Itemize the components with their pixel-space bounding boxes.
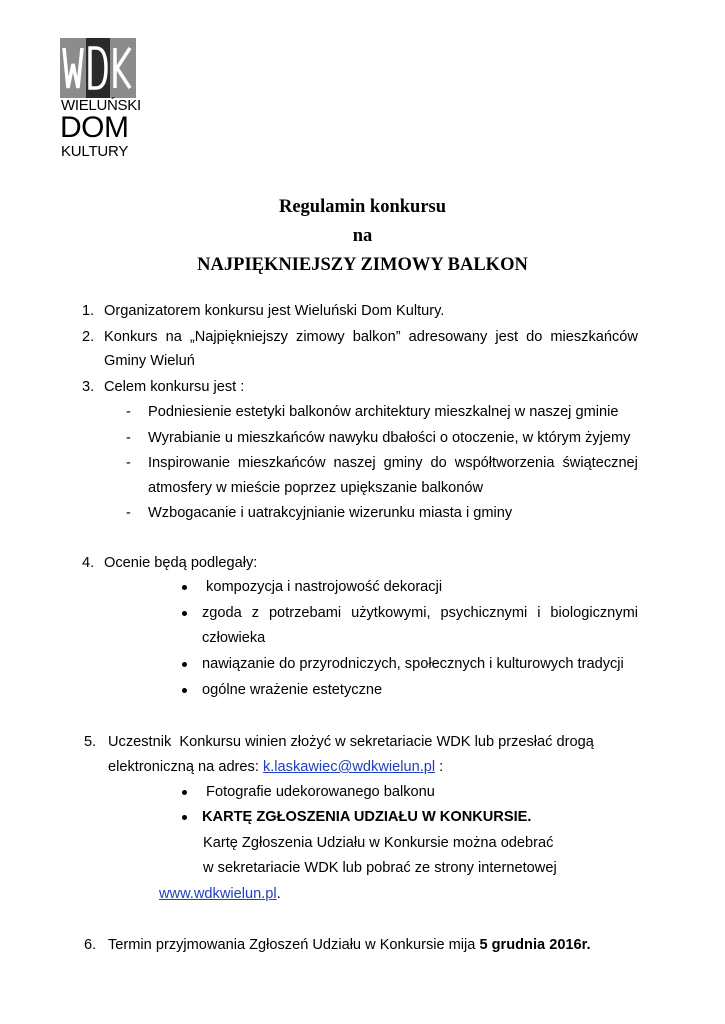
item-3-sub-4-dash: - xyxy=(126,505,131,521)
item-3-sub-2-text: Wyrabianie u mieszkańców nawyku dbałości o otoczenie, w którym żyjemy xyxy=(148,430,631,446)
item-2-word: adresowany xyxy=(408,329,488,345)
item-3-sub-3-word: współtworzenia xyxy=(454,455,555,471)
item-4-bullet-2-word: zgoda xyxy=(202,605,242,621)
item-2-word: do xyxy=(526,329,543,345)
bullet-icon xyxy=(182,815,187,820)
item-5-text-line1: Uczestnik Konkursu winien złożyć w sekretariacie WDK lub przesłać drogą xyxy=(108,734,594,750)
logo-letters-graphic xyxy=(60,44,136,92)
item-5-note-line3 xyxy=(159,885,281,903)
item-3-text: Celem konkursu jest : xyxy=(104,379,245,395)
item-3-sub-3-word: do xyxy=(430,455,447,471)
bullet-icon xyxy=(182,790,187,795)
item-4-bullet-2-justified-line xyxy=(202,604,638,622)
item-5-colon: : xyxy=(435,759,444,775)
item-5-site-period: . xyxy=(276,886,281,902)
item-2-word: mieszkańców xyxy=(550,329,638,345)
item-3-sub-3-word: mieszkańców xyxy=(237,455,326,471)
item-4-bullet-2-word: użytkowymi, xyxy=(351,605,431,621)
item-3-number: 3. xyxy=(82,379,95,395)
bullet-icon xyxy=(182,688,187,693)
item-2-number: 2. xyxy=(82,329,95,345)
item-2-justified-line xyxy=(104,328,638,346)
item-2-word: zimowy xyxy=(296,329,345,345)
title-line-2: na xyxy=(352,226,373,246)
item-5-text-line2 xyxy=(108,758,443,776)
item-4-bullet-2-text-line1 xyxy=(202,604,638,622)
item-5-number: 5. xyxy=(84,734,97,750)
logo-text-line3: KULTURY xyxy=(61,143,129,160)
item-6-body: Termin przyjmowania Zgłoszeń Udziału w Konkursie mija xyxy=(108,937,480,953)
item-5-address-label: elektroniczną na adres: xyxy=(108,759,263,775)
item-2-word: jest xyxy=(495,329,519,345)
email-link[interactable]: k.laskawiec@wdkwielun.pl xyxy=(262,759,436,775)
item-3-sub-2-dash: - xyxy=(126,430,131,446)
title-line-3: NAJPIĘKNIEJSZY ZIMOWY BALKON xyxy=(197,255,528,275)
item-4-bullet-2-word: z xyxy=(251,605,259,621)
item-6-deadline: 5 grudnia 2016r. xyxy=(479,937,591,953)
item-4-bullet-3-text: nawiązanie do przyrodniczych, społecznych i kulturowych tradycji xyxy=(202,656,624,672)
item-3-sub-3-justified-line xyxy=(148,454,638,472)
item-4-bullet-4-text: ogólne wrażenie estetyczne xyxy=(202,682,383,698)
wdk-logo xyxy=(60,38,140,168)
item-2-text-line2: Gminy Wieluń xyxy=(104,353,195,369)
item-6-number: 6. xyxy=(84,937,97,953)
item-3-sub-3-dash: - xyxy=(126,455,131,471)
item-2-word: balkon” xyxy=(352,329,401,345)
bullet-icon xyxy=(182,611,187,616)
bullet-icon xyxy=(182,585,187,590)
item-3-sub-1-dash: - xyxy=(126,404,131,420)
title-line-1: Regulamin konkursu xyxy=(278,197,447,217)
item-5-bullet-2-text: KARTĘ ZGŁOSZENIA UDZIAŁU W KONKURSIE. xyxy=(202,809,532,825)
item-4-number: 4. xyxy=(82,555,95,571)
item-3-sub-3-text-line1 xyxy=(148,454,638,472)
item-1-number: 1. xyxy=(82,303,95,319)
item-3-sub-3-word: gminy xyxy=(383,455,423,471)
item-4-bullet-2-text-line2: człowieka xyxy=(202,630,266,646)
item-5-bullet-1-text: Fotografie udekorowanego balkonu xyxy=(202,784,435,800)
item-3-sub-1-text: Podniesienie estetyki balkonów architektury mieszkalnej w naszej gminie xyxy=(148,404,619,420)
item-2-word: „Najpiękniejszy xyxy=(189,329,288,345)
logo-text-line1: WIELUŃSKI xyxy=(61,97,141,114)
item-3-sub-4-text: Wzbogacanie i uatrakcyjnianie wizerunku miasta i gminy xyxy=(148,505,513,521)
item-4-bullet-2-word: potrzebami xyxy=(268,605,342,621)
item-5-note-line2: w sekretariacie WDK lub pobrać ze strony internetowej xyxy=(199,860,557,876)
bullet-icon xyxy=(182,662,187,667)
item-2-word: Konkurs xyxy=(104,329,158,345)
item-4-bullet-2-word: i xyxy=(537,605,541,621)
item-3-sub-3-word: świątecznej xyxy=(562,455,638,471)
item-3-sub-3-word: Inspirowanie xyxy=(148,455,230,471)
item-4-text: Ocenie będą podlegały: xyxy=(104,555,258,571)
item-2-word: na xyxy=(165,329,182,345)
item-1-text: Organizatorem konkursu jest Wieluński Dom Kultury. xyxy=(104,303,445,319)
item-6-text xyxy=(108,936,591,954)
item-5-note-line1: Kartę Zgłoszenia Udziału w Konkursie można odebrać xyxy=(203,835,554,851)
item-4-bullet-1-text: kompozycja i nastrojowość dekoracji xyxy=(202,579,443,595)
item-4-bullet-2-word: biologicznymi xyxy=(550,605,638,621)
item-3-sub-3-word: naszej xyxy=(333,455,376,471)
item-2-text-line1 xyxy=(104,328,638,346)
website-link[interactable]: www.wdkwielun.pl xyxy=(159,886,277,902)
item-4-bullet-2-word: psychicznymi xyxy=(440,605,528,621)
logo-text-line2: DOM xyxy=(60,111,129,144)
item-3-sub-3-text-line2: atmosfery w mieście poprzez upiększanie balkonów xyxy=(148,480,484,496)
